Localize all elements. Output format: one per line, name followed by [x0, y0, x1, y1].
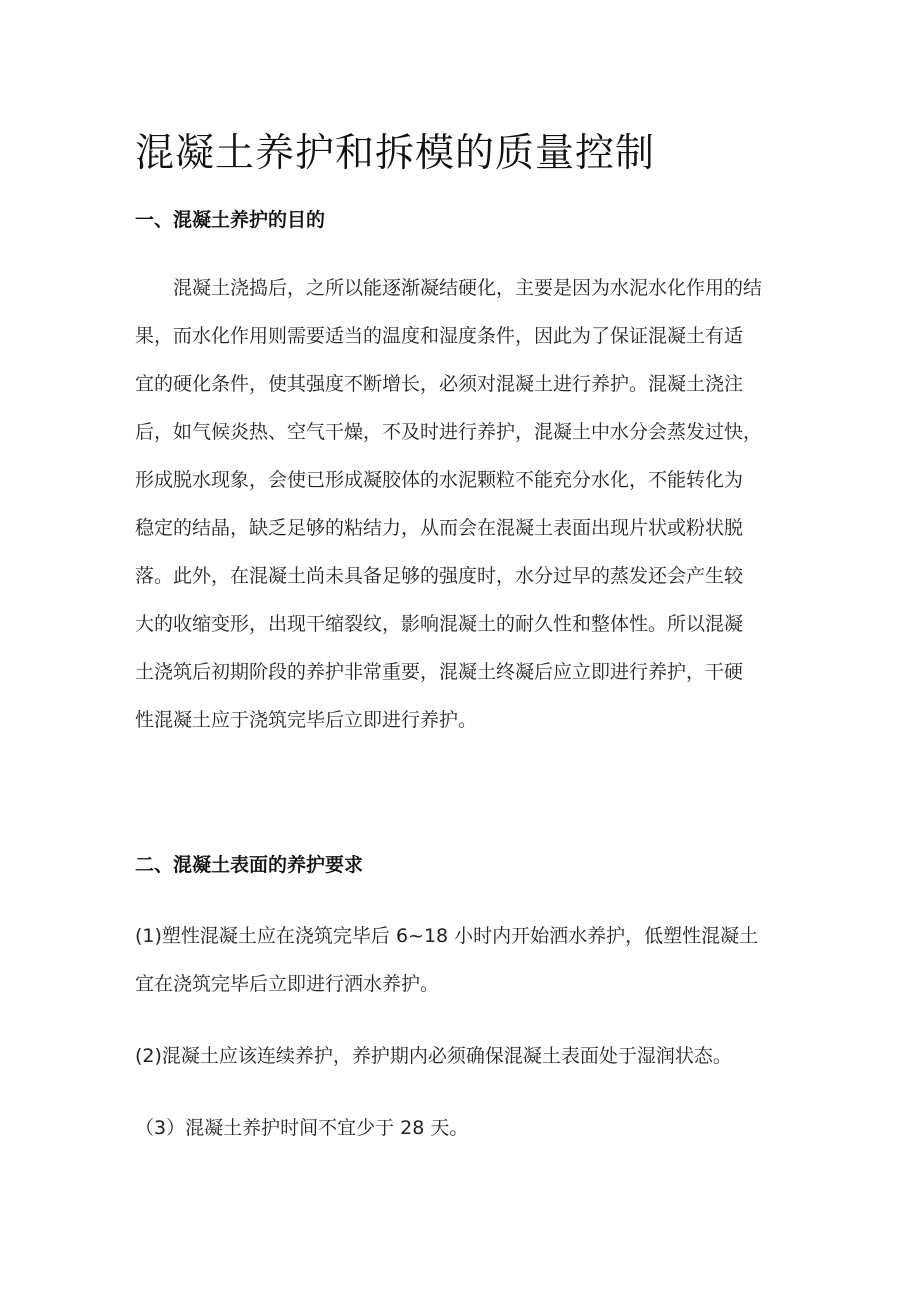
requirement-item-2: [135, 1032, 790, 1080]
document-title: 混凝土养护和拆模的质量控制: [135, 131, 656, 176]
paragraph-line: 性混凝土应于浇筑完毕后立即进行养护。: [135, 709, 478, 731]
paragraph-line: 宜在浇筑完毕后立即进行洒水养护。: [135, 973, 440, 995]
paragraph-line: (1)塑性混凝土应在浇筑完毕后 6~18 小时内开始洒水养护，低塑性混凝土: [135, 925, 759, 947]
paragraph-line: 混凝土浇捣后，之所以能逐渐凝结硬化，主要是因为水泥水化作用的结: [135, 277, 763, 299]
paragraph-line: (2)混凝土应该连续养护，养护期内必须确保混凝土表面处于湿润状态。: [135, 1045, 732, 1067]
paragraph-line: 稳定的结晶，缺乏足够的粘结力，从而会在混凝土表面出现片状或粉状脱: [135, 517, 744, 539]
paragraph-line: 落。此外，在混凝土尚未具备足够的强度时，水分过早的蒸发还会产生较: [135, 565, 744, 587]
paragraph-line: 宜的硬化条件，使其强度不断增长，必须对混凝土进行养护。混凝土浇注: [135, 373, 744, 395]
paragraph-line: 果，而水化作用则需要适当的温度和湿度条件，因此为了保证混凝土有适: [135, 325, 744, 347]
paragraph-line: 形成脱水现象，会使已形成凝胶体的水泥颗粒不能充分水化，不能转化为: [135, 469, 744, 491]
paragraph-line: 土浇筑后初期阶段的养护非常重要，混凝土终凝后应立即进行养护，干硬: [135, 661, 744, 683]
section-heading-purpose: 一、混凝土养护的目的: [135, 209, 326, 231]
requirement-item-1: [135, 912, 790, 1008]
paragraph-line: 大的收缩变形，出现干缩裂纹，影响混凝土的耐久性和整体性。所以混凝: [135, 613, 744, 635]
section-heading-requirements: 二、混凝土表面的养护要求: [135, 854, 364, 876]
paragraph-line: （3）混凝土养护时间不宜少于 28 天。: [135, 1117, 469, 1139]
paragraph-curing-purpose: [135, 264, 790, 744]
requirement-item-3: [135, 1104, 790, 1152]
paragraph-line: 后，如气候炎热、空气干燥，不及时进行养护，混凝土中水分会蒸发过快，: [135, 421, 763, 443]
